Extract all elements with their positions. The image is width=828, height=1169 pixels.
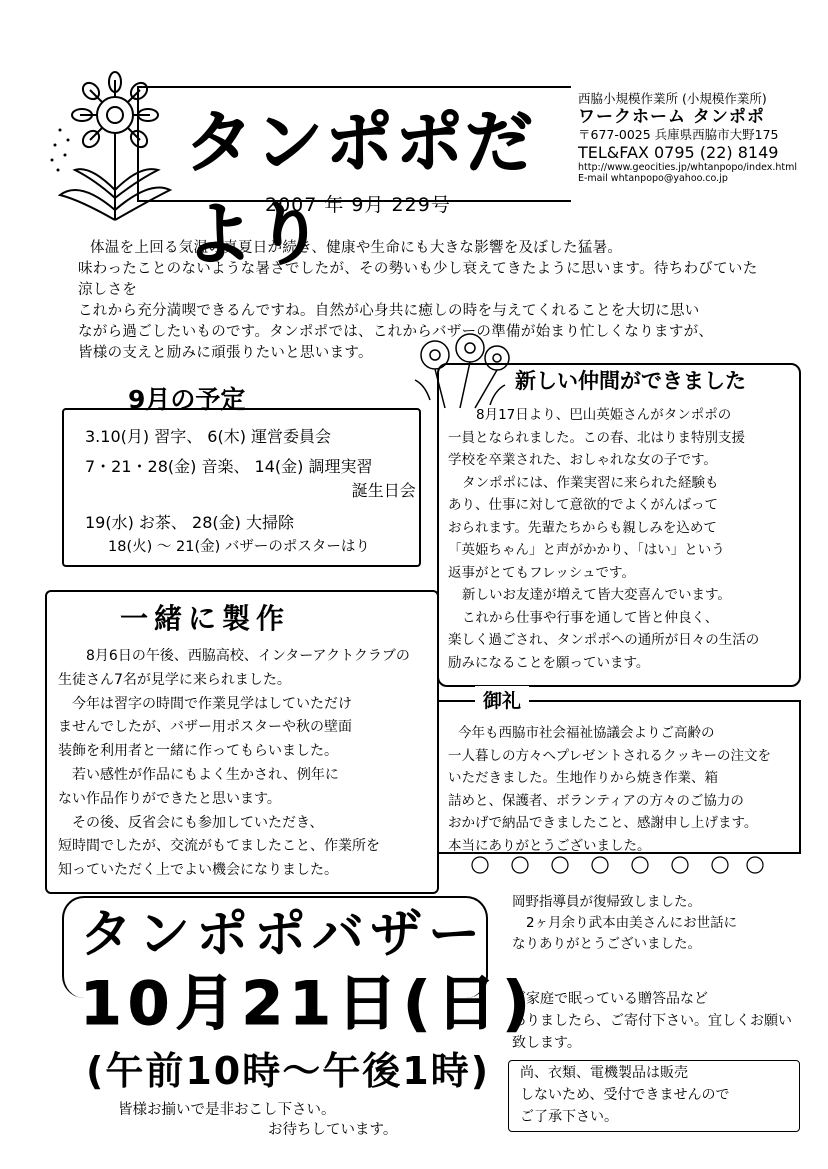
seisaku-paragraph [58, 645, 433, 883]
new-member-line: 返事がとてもフレッシュです。 [448, 564, 635, 581]
thanks-line: 一人暮しの方々へプレゼントされるクッキーの注文を [448, 747, 772, 764]
note-line: 尚、衣類、電機製品は販売 [520, 1065, 688, 1081]
seisaku-line: 8月6日の午後、西脇高校、インターアクトクラブの [86, 648, 410, 664]
seisaku-line: 生徒さん7名が見学に来られました。 [58, 671, 291, 688]
bazaar-donation-request [512, 988, 802, 1054]
org-line1: 西脇小規模作業所 (小規模作業所) [578, 91, 767, 106]
org-tel: TEL&FAX 0795 (22) 8149 [578, 143, 779, 162]
donation-line: ご家庭で眠っている贈答品など [512, 991, 708, 1007]
new-member-line: 励みになることを願っています。 [448, 654, 650, 671]
new-member-title: 新しい仲間ができました [515, 369, 746, 393]
flower-border-icon [460, 850, 770, 880]
bazaar-time: (午前10時〜午後1時) [86, 1049, 491, 1093]
intro-line: 皆様の支えと励みに頑張りたいと思います。 [78, 345, 373, 361]
seisaku-line: 今年は習字の時間で作業見学はしていただけ [72, 695, 352, 712]
thanks-line: おかげで納品できましたこと、感謝申し上げます。 [448, 815, 758, 831]
new-member-line: タンポポには、作業実習に来られた経験も [462, 474, 719, 491]
schedule-item: 誕生日会 [250, 481, 416, 500]
new-member-line: おられます。先輩たちからも親しみを込めて [448, 519, 717, 536]
bazaar-invite-line: お待ちしています。 [268, 1122, 398, 1138]
seisaku-line: 装飾を利用者と一緒に作ってもらいました。 [58, 743, 338, 760]
bazaar-note [520, 1062, 795, 1128]
seisaku-line: 知っていただく上でよい機会になりました。 [58, 862, 338, 879]
intro-line: ながら過ごしたいものです。タンポポでは、これからバザーの準備が始まり忙しくなりますが、 [78, 324, 714, 340]
bazaar-invite [118, 1100, 397, 1140]
thanks-line: いただきました。生地作りから焼き作業、箱 [448, 770, 718, 786]
intro-line: これから充分満喫できるんですね。自然が心身共に癒しの時を与えてくれることを大切に思い [78, 303, 700, 319]
new-member-line: あり、仕事に対して意欲的でよくがんばって [448, 497, 718, 513]
new-member-line: これから仕事や行事を通して皆と仲良く、 [462, 609, 719, 626]
schedule-item: 18(火) 〜 21(金) バザーのポスターはり [85, 539, 370, 555]
schedule-item: 7・21・28(金) 音楽、 14(金) 調理実習 [85, 457, 373, 476]
seisaku-line: その後、反省会にも参加していただき、 [72, 814, 324, 831]
staff-notice [512, 892, 802, 955]
bazaar-invite-line: 皆様お揃いで是非おこし下さい。 [118, 1102, 336, 1118]
seisaku-line: 短時間でしたが、交流がもてましたこと、作業所を [58, 838, 380, 855]
staff-line: 2ヶ月余り武本由美さんにお世話に [526, 915, 738, 931]
seisaku-line: ませんでしたが、バザー用ポスターや秋の壁面 [58, 719, 352, 736]
staff-line: 岡野指導員が復帰致しました。 [512, 894, 701, 910]
schedule-title: 9月の予定 [128, 385, 246, 414]
staff-line: なりありがとうございました。 [512, 936, 701, 952]
organization-info [578, 90, 797, 184]
bazaar-title: タンポポバザー [80, 905, 487, 965]
donation-line: ありましたら、ご寄付下さい。宜しくお願い [512, 1013, 792, 1029]
intro-line: 味わったことのないような暑さでしたが、その勢いも少し衰えてきたように思います。待ちわびていた涼しさを [78, 261, 758, 298]
seisaku-title: 一緒に製作 [120, 602, 291, 635]
new-member-line: 「英姫ちゃん」と声がかかり、「はい」という [448, 542, 725, 558]
org-email[interactable]: E-mail whtanpopo@yahoo.co.jp [578, 173, 728, 184]
new-member-line: 新しいお友達が増えて皆大変喜んでいます。 [462, 587, 731, 603]
thanks-title: 御礼 [475, 686, 529, 713]
new-member-line: 8月17日より、巴山英姫さんがタンポポの [476, 407, 732, 423]
seisaku-line: 若い感性が作品にもよく生かされ、例年に [72, 766, 339, 783]
seisaku-line: ない作品作りができたと思います。 [58, 790, 281, 807]
org-url[interactable]: http://www.geocities.jp/whtanpopo/index.html [578, 162, 798, 173]
new-member-paragraph [448, 404, 793, 674]
org-name: ワークホーム タンポポ [578, 107, 765, 127]
new-member-line: 楽しく過ごされ、タンポポへの通所が日々の生活の [448, 632, 760, 648]
newsletter-title: タンポポだより [185, 104, 536, 275]
thanks-line: 今年も西脇市社会福祉協議会よりご高齢の [458, 725, 715, 741]
donation-line: 致します。 [512, 1035, 581, 1051]
note-line: ご了承下さい。 [520, 1109, 618, 1125]
thanks-paragraph [448, 722, 793, 857]
thanks-line: 本当にありがとうございました。 [448, 837, 651, 854]
issue-number: 2007 年 9月 229号 [265, 194, 451, 216]
schedule-list [85, 425, 415, 559]
note-line: しないため、受付できませんので [520, 1087, 730, 1103]
new-member-line: 学校を卒業された、おしゃれな女の子です。 [448, 452, 717, 468]
org-address: 〒677-0025 兵庫県西脇市大野175 [578, 127, 779, 142]
thanks-line: 詰めと、保護者、ボランティアの方々のご協力の [448, 792, 744, 809]
schedule-item: 3.10(月) 習字、 6(木) 運営委員会 [85, 427, 332, 446]
bazaar-date: 10月21日(日) [80, 969, 536, 1039]
schedule-item: 19(水) お茶、 28(金) 大掃除 [85, 513, 294, 532]
intro-line: 体温を上回る気温の真夏日が続き、健康や生命にも大きな影響を及ぼした猛暑。 [90, 240, 623, 256]
new-member-line: 一員となられました。この春、北はりま特別支援 [448, 429, 745, 446]
